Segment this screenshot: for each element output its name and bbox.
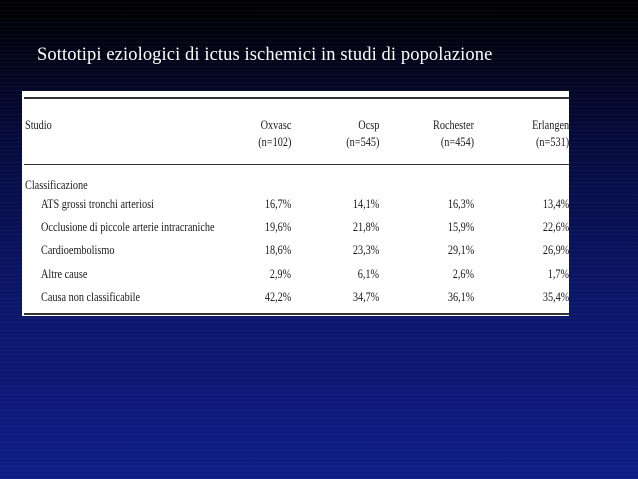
section-label: Classificazione xyxy=(25,178,88,192)
cell-value: 21,8% xyxy=(352,220,379,234)
column-header-oxvasc xyxy=(258,117,291,151)
table-row xyxy=(22,197,569,217)
cell-value: 16,3% xyxy=(447,197,474,211)
row-label: Causa non classificabile xyxy=(41,290,141,304)
column-sample-size: (n=531) xyxy=(535,135,569,149)
column-sample-size: (n=102) xyxy=(257,135,291,149)
study-table xyxy=(22,91,569,316)
cell-value: 22,6% xyxy=(542,220,569,234)
cell-value: 2,9% xyxy=(269,267,291,281)
column-name: Oxvasc xyxy=(260,118,291,132)
slide-title: Sottotipi eziologici di ictus ischemici in studi di popolazione xyxy=(37,45,493,65)
cell-value: 35,4% xyxy=(542,290,569,304)
cell-value: 2,6% xyxy=(452,267,474,281)
cell-value: 42,2% xyxy=(264,290,291,304)
column-header-erlangen xyxy=(532,117,569,151)
cell-value: 6,1% xyxy=(357,267,379,281)
table-row xyxy=(22,290,569,310)
cell-value: 13,4% xyxy=(542,197,569,211)
row-label: Altre cause xyxy=(41,267,88,281)
cell-value: 23,3% xyxy=(352,243,379,257)
cell-value: 18,6% xyxy=(264,243,291,257)
cell-value: 15,9% xyxy=(447,220,474,234)
column-name: Rochester xyxy=(433,118,474,132)
row-label: Cardioembolismo xyxy=(41,243,115,257)
cell-value: 36,1% xyxy=(447,290,474,304)
cell-value: 14,1% xyxy=(352,197,379,211)
cell-value: 34,7% xyxy=(352,290,379,304)
column-name: Erlangen xyxy=(531,118,569,132)
row-label: Occlusione di piccole arterie intracraniche xyxy=(41,220,215,234)
table-header-rule xyxy=(24,164,569,165)
cell-value: 16,7% xyxy=(264,197,291,211)
column-sample-size: (n=454) xyxy=(440,135,474,149)
column-header-rochester xyxy=(433,117,474,151)
column-sample-size: (n=545) xyxy=(345,135,379,149)
cell-value: 29,1% xyxy=(447,243,474,257)
table-row xyxy=(22,220,569,240)
stub-header: Studio xyxy=(25,118,52,132)
row-label: ATS grossi tronchi arteriosi xyxy=(41,197,155,211)
cell-value: 19,6% xyxy=(264,220,291,234)
table-row xyxy=(22,243,569,263)
table-bottom-rule xyxy=(24,313,569,315)
column-name: Ocsp xyxy=(357,118,379,132)
table-top-rule xyxy=(24,97,569,99)
table-row xyxy=(22,267,569,287)
cell-value: 26,9% xyxy=(542,243,569,257)
column-header-ocsp xyxy=(346,117,379,151)
cell-value: 1,7% xyxy=(547,267,569,281)
